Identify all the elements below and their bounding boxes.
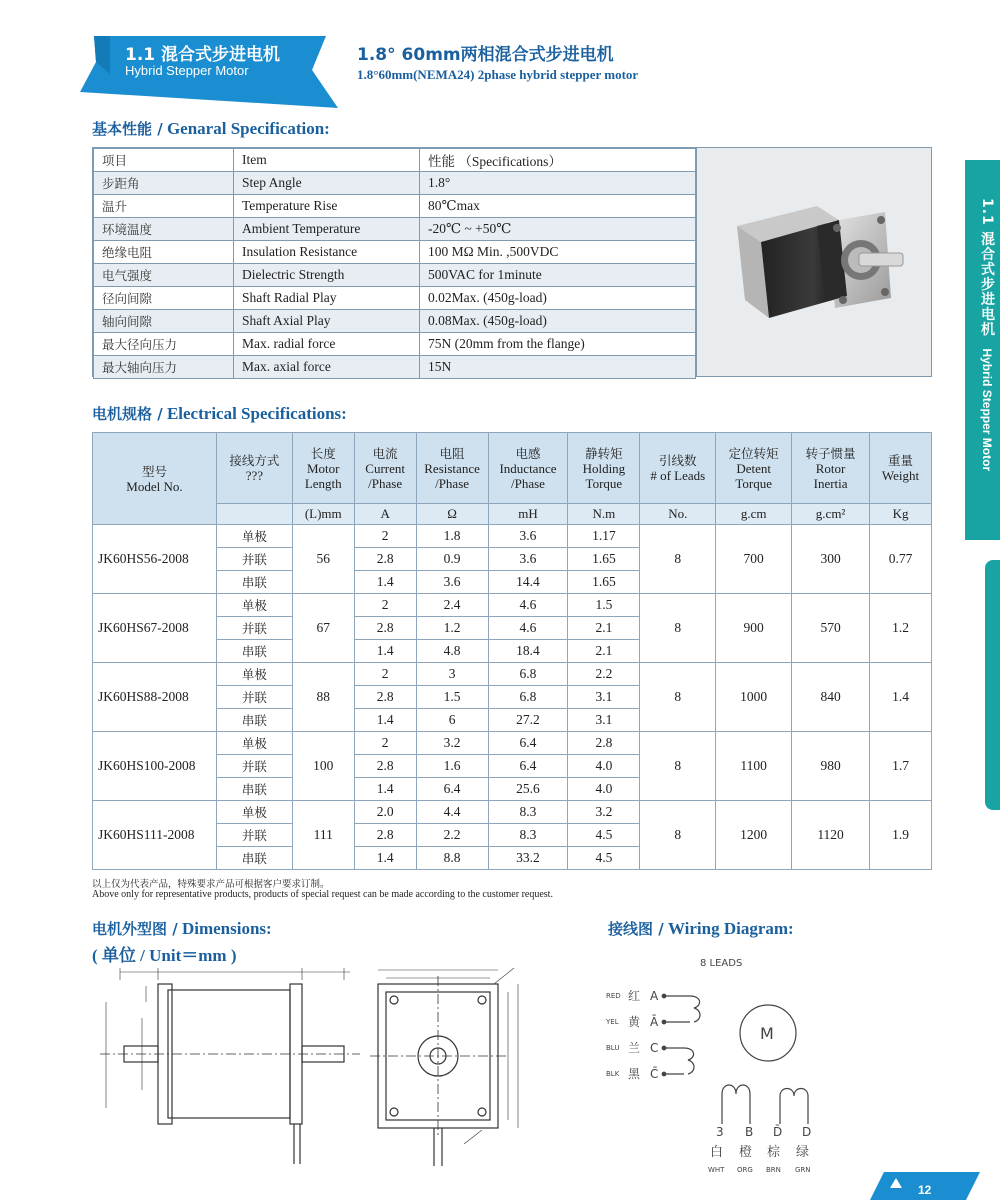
wiring-method: 串联 [216, 847, 292, 870]
wiring-leads-label: 8 LEADS [700, 958, 743, 969]
out-cn-brown: 棕 [767, 1145, 781, 1160]
general-spec-row [94, 264, 696, 287]
section-title-cn: 1.1 混合式步进电机 [125, 45, 281, 65]
current-per-phase: 1.4 [354, 778, 416, 801]
general-spec-en: Step Angle [234, 172, 420, 195]
rotor-inertia: 980 [792, 732, 870, 801]
general-spec-en: Ambient Temperature [234, 218, 420, 241]
general-spec-en: Dielectric Strength [234, 264, 420, 287]
wiring-method: 串联 [216, 571, 292, 594]
resistance-per-phase: 6.4 [416, 778, 488, 801]
wire-cn-blk: 黑 [628, 1067, 641, 1081]
unit-resistance: Ω [416, 504, 488, 525]
wire-pin-c-bar: C̄ [650, 1067, 659, 1081]
inductance-per-phase: 4.6 [488, 594, 568, 617]
current-per-phase: 2.8 [354, 617, 416, 640]
inductance-per-phase: 6.8 [488, 663, 568, 686]
inductance-per-phase: 8.3 [488, 801, 568, 824]
lead-count: 8 [640, 801, 716, 870]
general-spec-en: Temperature Rise [234, 195, 420, 218]
holding-torque: 2.8 [568, 732, 640, 755]
wire-pin-c: C [650, 1041, 659, 1055]
dimensions-unit: ( 单位 / Unit＝mm ) [92, 946, 237, 965]
holding-torque: 2.1 [568, 617, 640, 640]
wiring-method: 单极 [216, 525, 292, 548]
general-spec-value: 15N [420, 356, 696, 379]
unit-weight: Kg [870, 504, 932, 525]
wiring-method: 并联 [216, 755, 292, 778]
unit-wiring [216, 504, 292, 525]
table-row [93, 732, 932, 755]
general-spec-cn: 最大轴向压力 [94, 356, 234, 379]
inductance-per-phase: 27.2 [488, 709, 568, 732]
wiring-method: 串联 [216, 709, 292, 732]
current-per-phase: 2 [354, 663, 416, 686]
inductance-per-phase: 33.2 [488, 847, 568, 870]
current-per-phase: 1.4 [354, 640, 416, 663]
wiring-method: 串联 [216, 778, 292, 801]
motor-length: 56 [292, 525, 354, 594]
general-spec-row [94, 172, 696, 195]
general-spec-value: 500VAC for 1minute [420, 264, 696, 287]
resistance-per-phase: 1.6 [416, 755, 488, 778]
general-spec-en: Item [234, 149, 420, 172]
current-per-phase: 2 [354, 594, 416, 617]
current-per-phase: 1.4 [354, 571, 416, 594]
out-pin-3: 3 [716, 1125, 724, 1139]
motor-photo [696, 148, 931, 376]
inductance-per-phase: 6.4 [488, 732, 568, 755]
holding-torque: 1.17 [568, 525, 640, 548]
resistance-per-phase: 1.5 [416, 686, 488, 709]
general-spec-value: 75N (20mm from the flange) [420, 333, 696, 356]
holding-torque: 4.0 [568, 755, 640, 778]
general-spec-cn: 温升 [94, 195, 234, 218]
general-spec-value: 100 MΩ Min. ,500VDC [420, 241, 696, 264]
unit-detent: g.cm [716, 504, 792, 525]
lead-count: 8 [640, 525, 716, 594]
resistance-per-phase: 1.2 [416, 617, 488, 640]
wire-pin-a: A [650, 989, 659, 1003]
current-per-phase: 1.4 [354, 709, 416, 732]
col-weight: 重量 Weight [870, 433, 932, 504]
wiring-method: 单极 [216, 732, 292, 755]
holding-torque: 4.0 [568, 778, 640, 801]
general-spec-en: Max. axial force [234, 356, 420, 379]
unit-holding: N.m [568, 504, 640, 525]
col-detent-torque: 定位转矩 Detent Torque [716, 433, 792, 504]
col-wiring: 接线方式 ??? [216, 433, 292, 504]
detent-torque: 1000 [716, 663, 792, 732]
out-code-org: ORG [737, 1166, 753, 1174]
holding-torque: 3.1 [568, 709, 640, 732]
resistance-per-phase: 6 [416, 709, 488, 732]
inductance-per-phase: 3.6 [488, 548, 568, 571]
col-inductance: 电感 Inductance /Phase [488, 433, 568, 504]
general-spec-row [94, 195, 696, 218]
general-spec-row [94, 356, 696, 379]
lead-count: 8 [640, 594, 716, 663]
motor-length: 111 [292, 801, 354, 870]
general-spec-cn: 径向间隙 [94, 287, 234, 310]
unit-leads: No. [640, 504, 716, 525]
weight: 1.9 [870, 801, 932, 870]
current-per-phase: 2.8 [354, 548, 416, 571]
resistance-per-phase: 0.9 [416, 548, 488, 571]
out-pin-d: D [802, 1125, 812, 1139]
holding-torque: 2.1 [568, 640, 640, 663]
general-spec-value: 0.02Max. (450g-load) [420, 287, 696, 310]
resistance-per-phase: 4.8 [416, 640, 488, 663]
rotor-inertia: 300 [792, 525, 870, 594]
wire-pin-a-bar: Ā [650, 1015, 659, 1029]
current-per-phase: 2.8 [354, 686, 416, 709]
wiring-method: 单极 [216, 801, 292, 824]
general-spec-cn: 电气强度 [94, 264, 234, 287]
note-en: Above only for representative products, products of special request can be made according to the customer request. [92, 889, 553, 900]
wire-code-yel: YEL [606, 1018, 619, 1026]
wiring-method: 并联 [216, 824, 292, 847]
wiring-method: 单极 [216, 594, 292, 617]
electrical-spec-table [92, 432, 932, 870]
general-spec-cn: 环境温度 [94, 218, 234, 241]
resistance-per-phase: 3.6 [416, 571, 488, 594]
resistance-per-phase: 2.4 [416, 594, 488, 617]
out-cn-green: 绿 [796, 1145, 810, 1160]
weight: 1.4 [870, 663, 932, 732]
wire-cn-red: 红 [628, 989, 641, 1003]
motor-length: 100 [292, 732, 354, 801]
out-code-wht: WHT [708, 1166, 725, 1174]
rotor-inertia: 570 [792, 594, 870, 663]
general-spec-cn: 最大径向压力 [94, 333, 234, 356]
holding-torque: 4.5 [568, 847, 640, 870]
side-chapter-label: 1.1 混合式步进电机 Hybrid Stepper Motor [979, 198, 995, 472]
wiring-method: 单极 [216, 663, 292, 686]
holding-torque: 3.2 [568, 801, 640, 824]
general-spec-cn: 步距角 [94, 172, 234, 195]
wiring-method: 并联 [216, 617, 292, 640]
inductance-per-phase: 3.6 [488, 525, 568, 548]
general-spec-value: 性能 （Specifications） [420, 149, 696, 172]
wire-code-red: RED [606, 992, 621, 1000]
current-per-phase: 2.0 [354, 801, 416, 824]
wire-code-blu: BLU [606, 1044, 620, 1052]
model-number: JK60HS100-2008 [93, 732, 217, 801]
page-subtitle: 1.8°60mm(NEMA24) 2phase hybrid stepper motor [357, 67, 639, 82]
model-number: JK60HS67-2008 [93, 594, 217, 663]
wire-code-blk: BLK [606, 1070, 620, 1078]
inductance-per-phase: 6.4 [488, 755, 568, 778]
general-spec-row [94, 287, 696, 310]
page-title: 1.8° 60mm两相混合式步进电机 [357, 45, 614, 65]
wiring-diagram [600, 950, 840, 1178]
current-per-phase: 1.4 [354, 847, 416, 870]
current-per-phase: 2.8 [354, 824, 416, 847]
holding-torque: 3.1 [568, 686, 640, 709]
weight: 1.7 [870, 732, 932, 801]
wiring-title: 接线图 / Wiring Diagram: [608, 919, 794, 938]
side-tab-next [985, 560, 1000, 810]
motor-length: 67 [292, 594, 354, 663]
general-spec-row [94, 241, 696, 264]
model-number: JK60HS111-2008 [93, 801, 217, 870]
general-spec-cn: 轴向间隙 [94, 310, 234, 333]
inductance-per-phase: 18.4 [488, 640, 568, 663]
note-cn: 以上仅为代表产品，特殊要求产品可根据客户要求订制。 [92, 879, 330, 890]
lead-count: 8 [640, 663, 716, 732]
general-spec-table [92, 147, 932, 377]
table-row [93, 801, 932, 824]
inductance-per-phase: 6.8 [488, 686, 568, 709]
holding-torque: 1.65 [568, 548, 640, 571]
general-spec-value: 0.08Max. (450g-load) [420, 310, 696, 333]
holding-torque: 1.5 [568, 594, 640, 617]
inductance-per-phase: 25.6 [488, 778, 568, 801]
unit-inductance: mH [488, 504, 568, 525]
out-cn-orange: 橙 [739, 1145, 753, 1160]
detent-torque: 1100 [716, 732, 792, 801]
col-holding-torque: 静转矩 Holding Torque [568, 433, 640, 504]
current-per-phase: 2.8 [354, 755, 416, 778]
out-cn-white: 白 [710, 1145, 724, 1160]
col-rotor-inertia: 转子惯量 Rotor Inertia [792, 433, 870, 504]
table-row [93, 525, 932, 548]
general-spec-cn: 绝缘电阻 [94, 241, 234, 264]
table-row [93, 663, 932, 686]
wire-cn-yel: 黄 [628, 1015, 641, 1029]
inductance-per-phase: 14.4 [488, 571, 568, 594]
general-spec-value: 1.8° [420, 172, 696, 195]
general-spec-row [94, 149, 696, 172]
general-spec-en: Insulation Resistance [234, 241, 420, 264]
out-code-brn: BRN [766, 1166, 781, 1174]
unit-length: (L)mm [292, 504, 354, 525]
out-code-grn: GRN [795, 1166, 811, 1174]
rotor-inertia: 840 [792, 663, 870, 732]
unit-current: A [354, 504, 416, 525]
general-spec-title: 基本性能 / Genaral Specification: [92, 119, 330, 138]
resistance-per-phase: 3.2 [416, 732, 488, 755]
wiring-method: 并联 [216, 548, 292, 571]
col-length: 长度 Motor Length [292, 433, 354, 504]
col-leads: 引线数 # of Leads [640, 433, 716, 504]
col-current: 电流 Current /Phase [354, 433, 416, 504]
rotor-inertia: 1120 [792, 801, 870, 870]
resistance-per-phase: 1.8 [416, 525, 488, 548]
col-resistance: 电阻 Resistance /Phase [416, 433, 488, 504]
motor-symbol-label: M [760, 1024, 774, 1043]
motor-length: 88 [292, 663, 354, 732]
inductance-per-phase: 8.3 [488, 824, 568, 847]
wire-cn-blu: 兰 [628, 1041, 641, 1055]
general-spec-en: Shaft Axial Play [234, 310, 420, 333]
holding-torque: 2.2 [568, 663, 640, 686]
general-spec-row [94, 310, 696, 333]
dimensions-title: 电机外型图 / Dimensions: [92, 919, 272, 938]
out-pin-b: B [745, 1125, 754, 1139]
current-per-phase: 2 [354, 732, 416, 755]
holding-torque: 1.65 [568, 571, 640, 594]
general-spec-en: Max. radial force [234, 333, 420, 356]
out-pin-d-bar: D̄ [773, 1125, 783, 1139]
general-spec-value: -20℃ ~ +50℃ [420, 218, 696, 241]
table-row [93, 594, 932, 617]
weight: 1.2 [870, 594, 932, 663]
col-model: 型号 Model No. [93, 433, 217, 525]
resistance-per-phase: 8.8 [416, 847, 488, 870]
lead-count: 8 [640, 732, 716, 801]
detent-torque: 900 [716, 594, 792, 663]
general-spec-value: 80℃max [420, 195, 696, 218]
inductance-per-phase: 4.6 [488, 617, 568, 640]
dimension-drawing [90, 962, 540, 1172]
detent-torque: 1200 [716, 801, 792, 870]
general-spec-cn: 项目 [94, 149, 234, 172]
section-title-en: Hybrid Stepper Motor [125, 63, 249, 78]
weight: 0.77 [870, 525, 932, 594]
wiring-method: 串联 [216, 640, 292, 663]
resistance-per-phase: 2.2 [416, 824, 488, 847]
general-spec-row [94, 218, 696, 241]
model-number: JK60HS56-2008 [93, 525, 217, 594]
resistance-per-phase: 4.4 [416, 801, 488, 824]
detent-torque: 700 [716, 525, 792, 594]
resistance-per-phase: 3 [416, 663, 488, 686]
wiring-method: 并联 [216, 686, 292, 709]
page-number: 12 [918, 1183, 932, 1197]
model-number: JK60HS88-2008 [93, 663, 217, 732]
general-spec-en: Shaft Radial Play [234, 287, 420, 310]
general-spec-row [94, 333, 696, 356]
electrical-spec-title: 电机规格 / Electrical Specifications: [92, 404, 347, 423]
current-per-phase: 2 [354, 525, 416, 548]
holding-torque: 4.5 [568, 824, 640, 847]
unit-inertia: g.cm² [792, 504, 870, 525]
